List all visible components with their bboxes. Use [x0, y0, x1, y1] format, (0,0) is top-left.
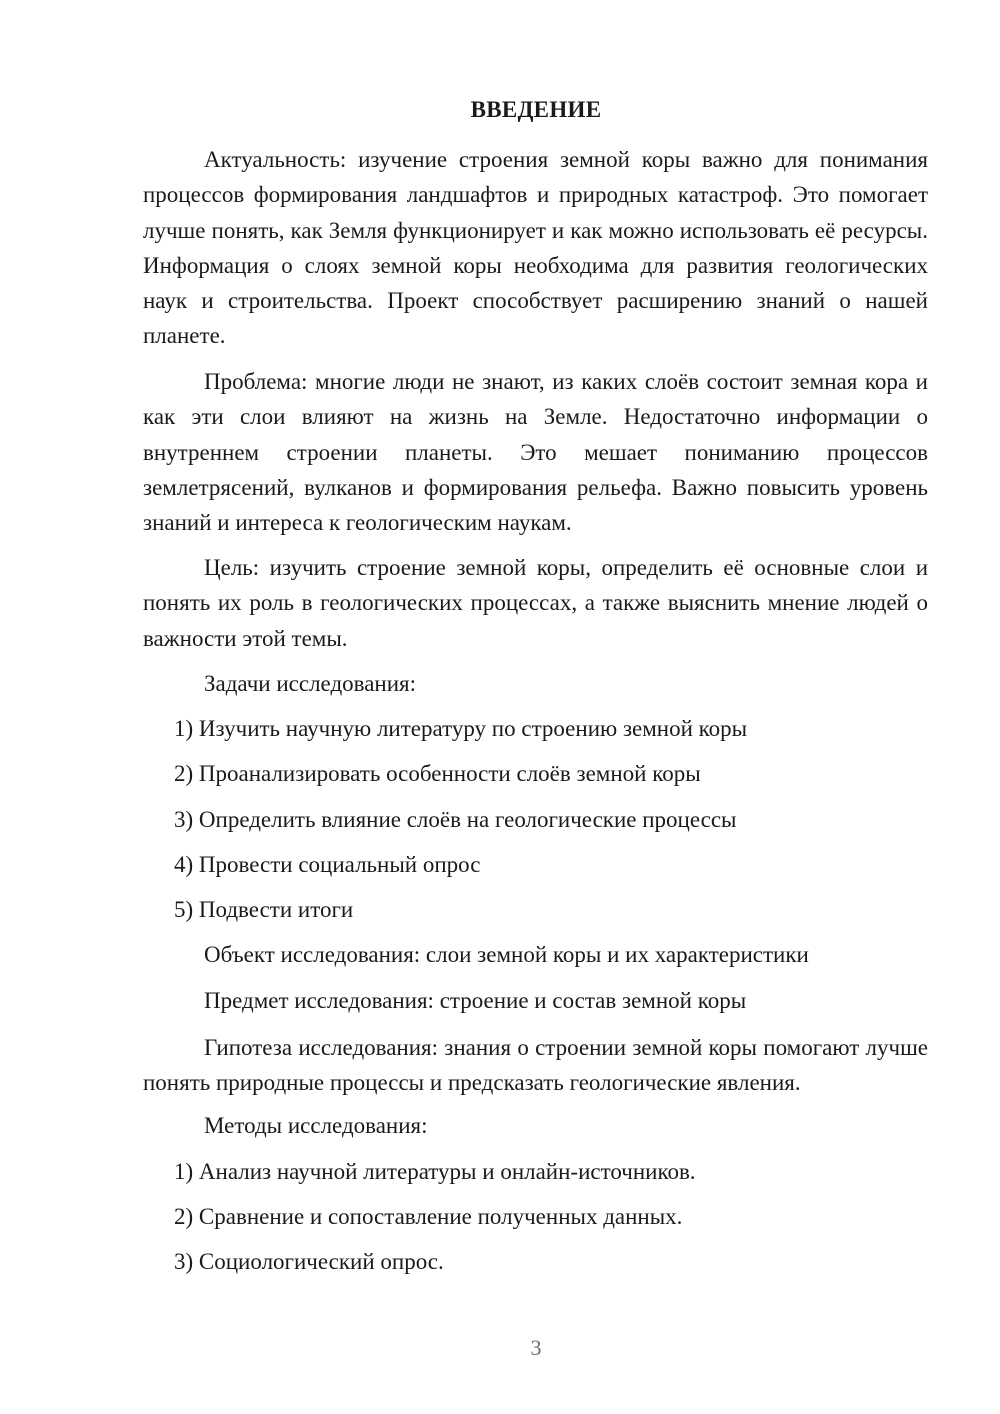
- task-item: 1) Изучить научную литературу по строению земной коры: [174, 716, 748, 741]
- method-item: 2) Сравнение и сопоставление полученных данных.: [174, 1204, 683, 1229]
- goal-paragraph: Цель: изучить строение земной коры, определить её основные слои и понять их роль в геологических процессах, а также выяснить мнение людей о важности этой темы.: [143, 555, 928, 651]
- task-item: 3) Определить влияние слоёв на геологические процессы: [174, 807, 737, 832]
- hypothesis-paragraph: Гипотеза исследования: знания о строении земной коры помогают лучше понять природные процессы и предсказать геологические явления.: [143, 1035, 928, 1096]
- page-number: 3: [530, 1335, 542, 1360]
- task-item: 2) Проанализировать особенности слоёв земной коры: [174, 761, 701, 786]
- method-item: 1) Анализ научной литературы и онлайн-источников.: [174, 1159, 696, 1184]
- problem-block: [143, 364, 928, 540]
- task-item: 4) Провести социальный опрос: [174, 852, 481, 877]
- section-title: ВВЕДЕНИЕ: [470, 97, 602, 122]
- relevance-paragraph: Актуальность: изучение строения земной коры важно для понимания процессов формирования ландшафтов и природных катастроф. Это помогает лучше понять, как Земля функционирует и как можно использовать её ресурсы. Информация о слоях земной коры необходима для развития геологических наук и строительства. Проект способствует расширению знаний о нашей планете.: [143, 147, 928, 349]
- goal-block: [143, 550, 928, 656]
- relevance-block: [143, 142, 928, 354]
- research-object: Объект исследования: слои земной коры и их характеристики: [204, 942, 809, 967]
- task-item: 5) Подвести итоги: [174, 897, 354, 922]
- problem-paragraph: Проблема: многие люди не знают, из каких слоёв состоит земная кора и как эти слои влияют на жизнь на Земле. Недостаточно информации о внутреннем строении планеты. Это мешает пониманию процессов землетрясений, вулканов и формирования рельефа. Важно повысить уровень знаний и интереса к геологическим наукам.: [143, 369, 928, 536]
- methods-heading: Методы исследования:: [204, 1113, 428, 1138]
- tasks-heading: Задачи исследования:: [204, 671, 417, 696]
- method-item: 3) Социологический опрос.: [174, 1249, 444, 1274]
- hypothesis-block: [143, 1030, 928, 1101]
- research-subject: Предмет исследования: строение и состав земной коры: [204, 988, 747, 1013]
